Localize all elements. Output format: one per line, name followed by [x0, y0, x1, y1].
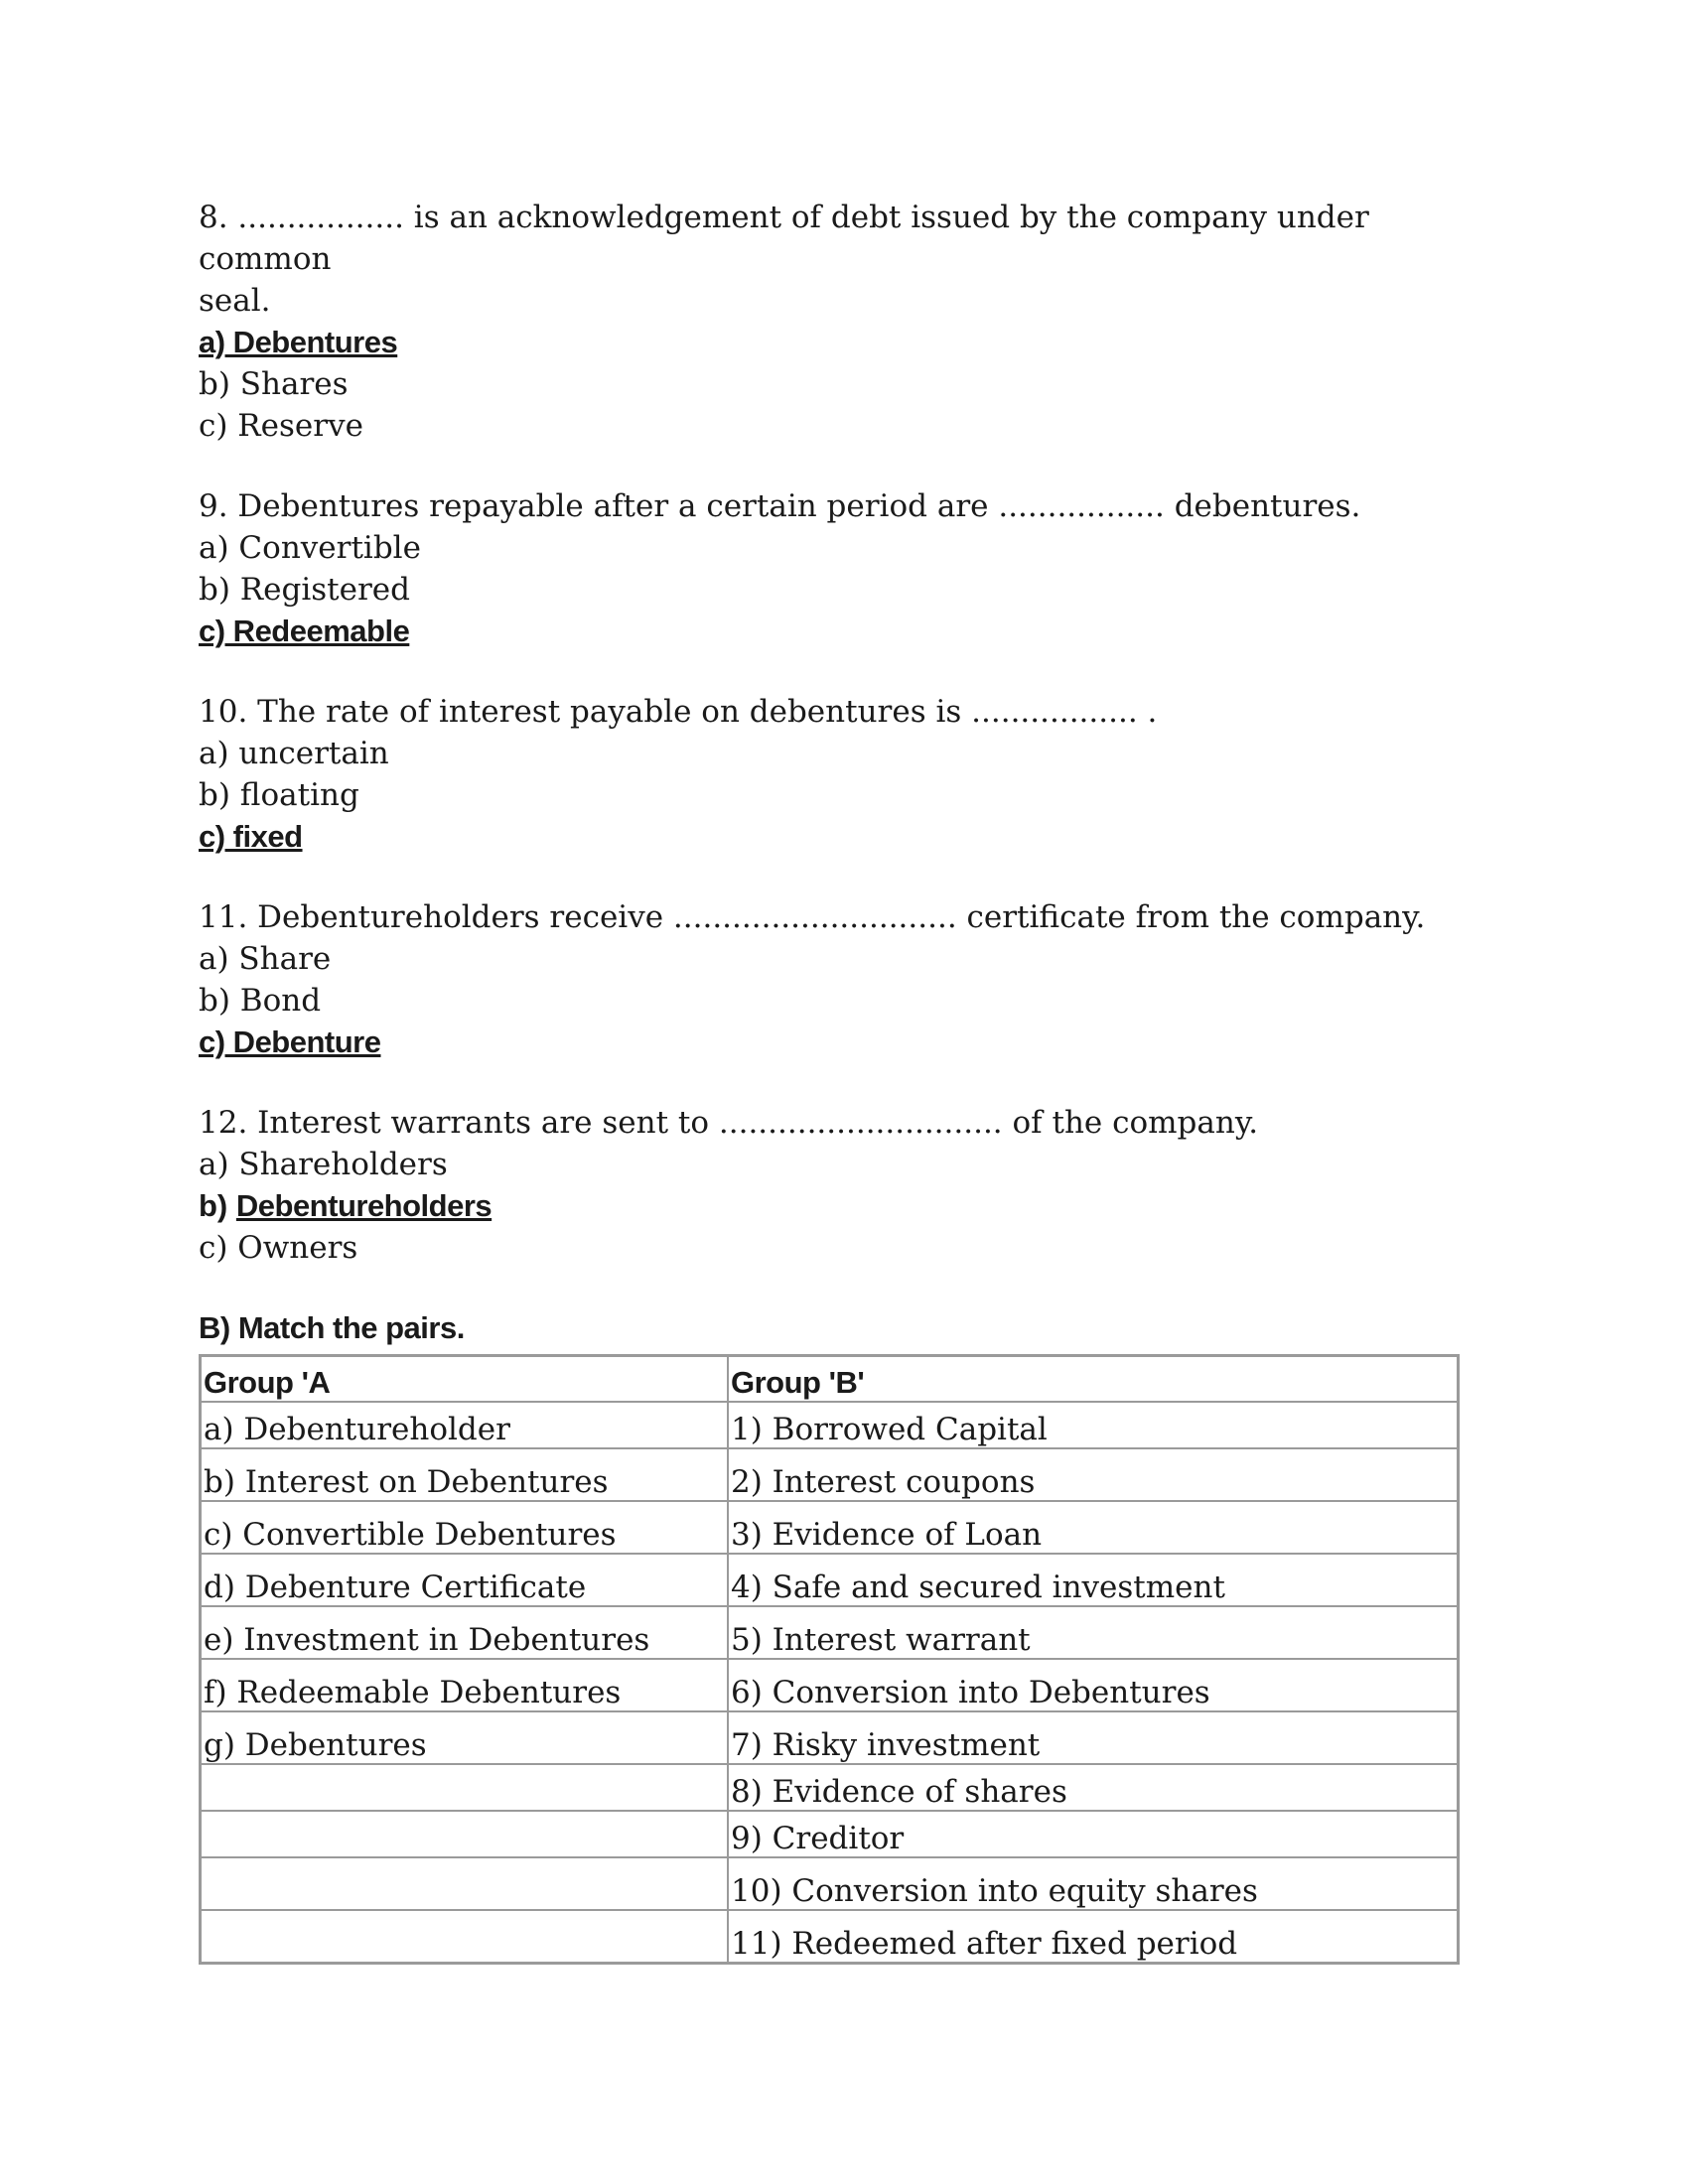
- correct-answer: c) fixed: [199, 819, 303, 854]
- group-b-cell: 3) Evidence of Loan: [728, 1501, 1459, 1554]
- question-10: [199, 691, 1460, 858]
- option-c: [199, 611, 1460, 652]
- option-prefix: b): [199, 1188, 236, 1223]
- question-11: [199, 896, 1460, 1063]
- option-b: [199, 1185, 1460, 1227]
- option-b: b) Registered: [199, 572, 410, 608]
- option-a: a) Share: [199, 941, 332, 977]
- group-a-cell: d) Debenture Certificate: [201, 1554, 729, 1606]
- group-b-cell: 8) Evidence of shares: [728, 1764, 1459, 1811]
- group-b-cell: 4) Safe and secured investment: [728, 1554, 1459, 1606]
- group-b-cell: 9) Creditor: [728, 1811, 1459, 1857]
- section-b-title: B) Match the pairs.: [199, 1310, 465, 1345]
- table-row: [201, 1402, 1459, 1448]
- group-b-cell: 1) Borrowed Capital: [728, 1402, 1459, 1448]
- group-a-cell: [201, 1764, 729, 1811]
- header-group-b: Group 'B': [728, 1356, 1459, 1403]
- group-b-cell: 2) Interest coupons: [728, 1448, 1459, 1501]
- group-b-cell: 11) Redeemed after fixed period: [728, 1910, 1459, 1964]
- group-b-cell: 10) Conversion into equity shares: [728, 1857, 1459, 1910]
- question-stem: 11. Debentureholders receive ............................. certificate from the company.: [199, 899, 1426, 935]
- table-row: [201, 1910, 1459, 1964]
- group-b-cell: 6) Conversion into Debentures: [728, 1659, 1459, 1711]
- option-a: a) Shareholders: [199, 1147, 448, 1182]
- option-b: b) Bond: [199, 983, 322, 1019]
- correct-answer: a) Debentures: [199, 325, 398, 359]
- option-c: [199, 1022, 1460, 1063]
- match-pairs-table: [199, 1354, 1460, 1965]
- group-a-cell: [201, 1857, 729, 1910]
- table-row: [201, 1764, 1459, 1811]
- group-a-cell: [201, 1910, 729, 1964]
- correct-answer: Debentureholders: [235, 1188, 492, 1223]
- correct-answer: c) Debenture: [199, 1024, 381, 1059]
- question-stem: 10. The rate of interest payable on debentures is ................. .: [199, 694, 1158, 730]
- group-a-cell: e) Investment in Debentures: [201, 1606, 729, 1659]
- option-a: a) uncertain: [199, 736, 389, 771]
- group-b-cell: 7) Risky investment: [728, 1711, 1459, 1764]
- question-stem: seal.: [199, 283, 271, 319]
- table-row: [201, 1554, 1459, 1606]
- question-stem: 12. Interest warrants are sent to ............................. of the company.: [199, 1105, 1259, 1141]
- table-row: [201, 1659, 1459, 1711]
- group-b-cell: 5) Interest warrant: [728, 1606, 1459, 1659]
- group-a-cell: g) Debentures: [201, 1711, 729, 1764]
- option-b: b) floating: [199, 777, 359, 813]
- table-row: [201, 1857, 1459, 1910]
- option-b: b) Shares: [199, 366, 349, 402]
- table-row: [201, 1501, 1459, 1554]
- question-8: [199, 197, 1460, 447]
- correct-answer: c) Redeemable: [199, 614, 410, 648]
- table-row: [201, 1811, 1459, 1857]
- question-9: [199, 485, 1460, 652]
- question-stem: 9. Debentures repayable after a certain period are ................. debentures.: [199, 488, 1361, 524]
- group-a-cell: b) Interest on Debentures: [201, 1448, 729, 1501]
- option-c: c) Owners: [199, 1230, 358, 1266]
- group-a-cell: f) Redeemable Debentures: [201, 1659, 729, 1711]
- option-a: [199, 322, 1460, 363]
- option-c: [199, 816, 1460, 858]
- question-stem: 8. ................. is an acknowledgement of debt issued by the company under common: [199, 200, 1379, 277]
- option-c: c) Reserve: [199, 408, 363, 444]
- option-a: a) Convertible: [199, 530, 421, 566]
- question-12: [199, 1102, 1460, 1269]
- table-header-row: [201, 1356, 1459, 1403]
- table-row: [201, 1711, 1459, 1764]
- table-row: [201, 1448, 1459, 1501]
- questions-section: [199, 197, 1460, 1349]
- table-row: [201, 1606, 1459, 1659]
- group-a-cell: c) Convertible Debentures: [201, 1501, 729, 1554]
- header-group-a: Group 'A: [201, 1356, 729, 1403]
- group-a-cell: a) Debentureholder: [201, 1402, 729, 1448]
- group-a-cell: [201, 1811, 729, 1857]
